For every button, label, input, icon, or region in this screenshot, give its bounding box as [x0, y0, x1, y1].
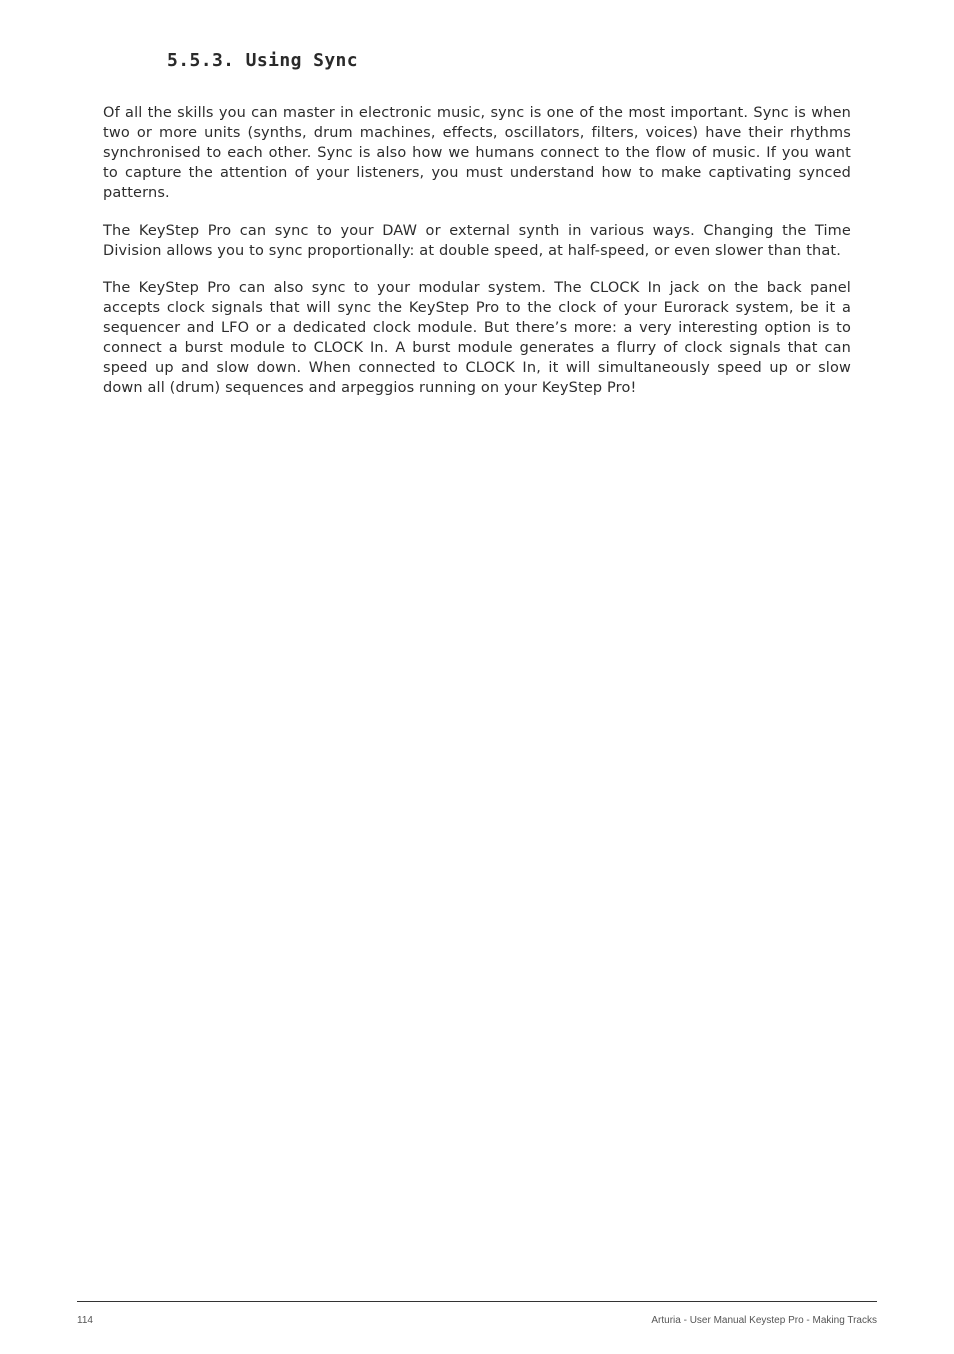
footer-document-title: Arturia - User Manual Keystep Pro - Making Tracks	[651, 1315, 877, 1326]
section-body	[103, 103, 851, 416]
paragraph-modular-sync: The KeyStep Pro can also sync to your modular system. The CLOCK In jack on the back panel accepts clock signals that will sync the KeyStep Pro to the clock of your Eurorack system, be it a sequencer and LFO or a dedicated clock module. But there’s more: a very interesting option is to connect a burst module to CLOCK In. A burst module generates a flurry of clock signals that can speed up and slow down. When connected to CLOCK In, it will simultaneously speed up or slow down all (drum) sequences and arpeggios running on your KeyStep Pro!	[103, 280, 851, 396]
paragraph-sync-intro: Of all the skills you can master in electronic music, sync is one of the most important. Sync is when two or more units (synths, drum machines, effects, oscillators, filters, voices) have their rhythms synchronised to each other. Sync is also how we humans connect to the flow of music. If you want to capture the attention of your listeners, you must understand how to make captivating synced patterns.	[103, 105, 851, 201]
paragraph-daw-sync: The KeyStep Pro can sync to your DAW or external synth in various ways. Changing the Time Division allows you to sync proportionally: at double speed, at half-speed, or even slower than that.	[103, 222, 851, 259]
footer-divider	[77, 1301, 877, 1302]
page-number: 114	[77, 1315, 93, 1326]
section-heading: 5.5.3. Using Sync	[167, 50, 359, 71]
